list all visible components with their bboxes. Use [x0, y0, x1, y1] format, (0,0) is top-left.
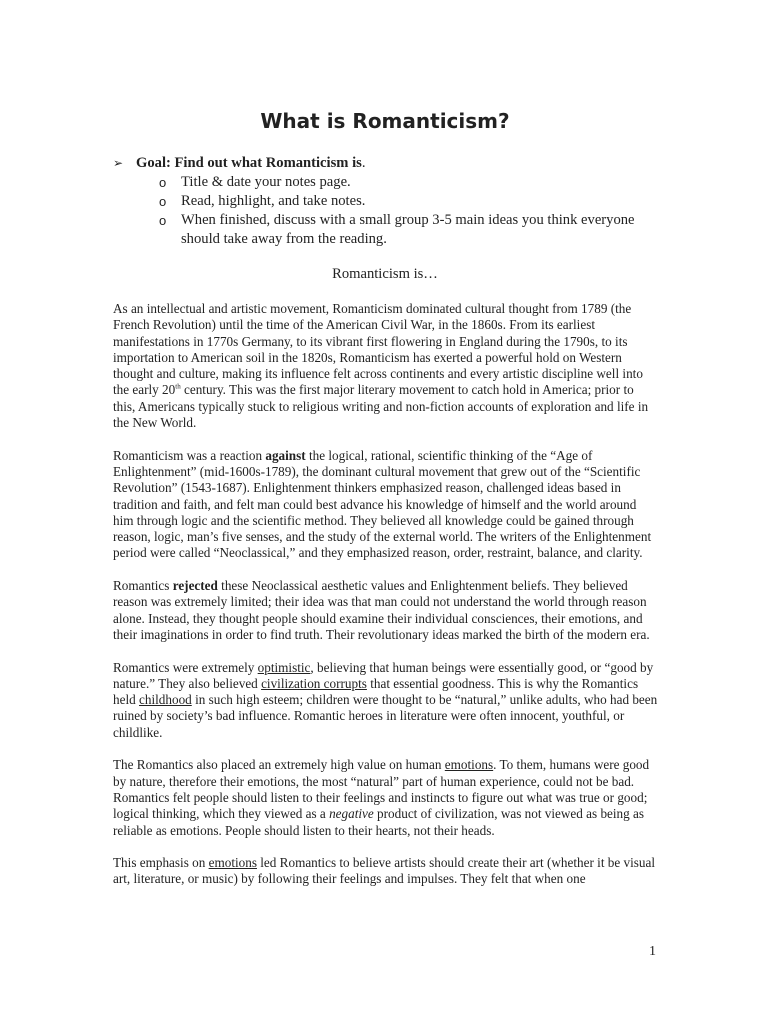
underlined-term: emotions	[444, 757, 494, 773]
bold-term: against	[265, 447, 306, 463]
paragraph-text: The Romantics also placed an extremely high value on human	[113, 757, 445, 773]
goal-task-list	[113, 173, 673, 249]
goal-line	[113, 154, 673, 173]
section-subheading: Romanticism is…	[332, 266, 438, 282]
paragraph-text: This emphasis on	[113, 855, 209, 871]
goal-task-item	[159, 192, 673, 211]
paragraph-text: Romantics	[113, 578, 173, 594]
circle-bullet-icon: o	[159, 213, 167, 228]
paragraph-5	[113, 757, 658, 838]
circle-bullet-icon: o	[159, 175, 167, 190]
paragraph-text: in such high esteem; children were thought to be “natural,” unlike adults, who had been ruined by society’s bad influence. Romantic heroes in literature were often innocent, youthful, or childlike.	[113, 692, 658, 740]
paragraph-text: led Romantics to believe artists should create their art (whether it be visual art, literature, or music) by following their feelings and impulses. They felt that when one	[113, 855, 656, 887]
goal-task-item	[159, 211, 673, 249]
paragraph-4	[113, 660, 658, 741]
paragraph-text: these Neoclassical aesthetic values and Enlightenment beliefs. They believed reason was extremely limited; their idea was that man could not understand the world through reason alone. Instead, they thought people should examine their individual consciences, their emotions, and their imaginations in order to find truth. Their revolutionary ideas marked the birth of the modern era.	[113, 578, 650, 642]
paragraph-1	[113, 301, 658, 431]
paragraph-text: , believing that human beings were essentially good, or “good by nature.” They also believed	[113, 659, 654, 691]
paragraph-text: As an intellectual and artistic movement, Romanticism dominated cultural thought from 1789 (the French Revolution) until the time of the American Civil War, in the 1860s. From its earliest manifestations in 1770s Germany, to its vibrant first flowering in England during the 1790s, to its importation to American soil in the 1820s, Romanticism has exerted a powerful hold on Western thought and culture, making its influence felt across continents and every artistic discipline well into the early 20	[113, 301, 643, 398]
goal-label: Goal: Find out what Romanticism is	[136, 155, 362, 171]
arrow-bullet-icon: ➢	[113, 156, 124, 170]
underlined-term: childhood	[139, 692, 192, 708]
paragraph-3	[113, 578, 658, 643]
ordinal-superscript: th	[175, 383, 181, 392]
goal-task-text: Read, highlight, and take notes.	[181, 193, 366, 209]
paragraph-text: that essential goodness. This is why the Romantics held	[113, 675, 639, 708]
paragraph-text: century. This was the first major literary movement to catch hold in America; prior to this, Americans typically stuck to religious writing and non-fiction accounts of exploration and life in the New World.	[113, 382, 649, 431]
goal-task-text: When finished, discuss with a small group 3-5 main ideas you think everyone should take away from the reading.	[181, 212, 635, 247]
reading-body	[113, 301, 658, 904]
goal-section	[113, 154, 673, 249]
bold-term: rejected	[172, 578, 218, 594]
paragraph-text: Romantics were extremely	[113, 659, 258, 675]
paragraph-text: . To them, humans were good by nature, therefore their emotions, the most “natural” part of human experience, could not be bad. Romantics felt people should listen to their feelings and instincts to figure out what was true or good; logical thinking, which they viewed as a	[113, 757, 650, 822]
page-number: 1	[649, 944, 656, 959]
paragraph-text: Romanticism was a reaction	[113, 447, 266, 463]
underlined-term: optimistic	[257, 659, 311, 675]
document-title: What is Romanticism?	[260, 109, 510, 133]
underlined-term: emotions	[208, 855, 257, 871]
paragraph-6	[113, 855, 658, 888]
circle-bullet-icon: o	[159, 194, 167, 209]
paragraph-text: product of civilization, was not viewed as being as reliable as emotions. People should listen to their hearts, not their heads.	[113, 806, 645, 838]
goal-task-text: Title & date your notes page.	[181, 174, 351, 190]
underlined-term: civilization corrupts	[261, 675, 367, 691]
goal-period: .	[361, 155, 366, 171]
goal-task-item	[159, 173, 673, 192]
italic-term: negative	[329, 806, 374, 822]
paragraph-2	[113, 448, 658, 562]
paragraph-text: the logical, rational, scientific thinking of the “Age of Enlightenment” (mid-1600s-1789), the dominant cultural movement that grew out of the “Scientific Revolution” (1543-1687). Enlightenment thinkers emphasized reason, challenged ideas based in tradition and faith, and felt man could best advance his knowledge of himself and the world around him through logic and the scientific method. They believed all knowledge could be gained through reason, logic, man’s five senses, and the study of the external world. The writers of the Enlightenment period were called “Neoclassical,” and they emphasized reason, order, restraint, balance, and clarity.	[113, 447, 652, 561]
